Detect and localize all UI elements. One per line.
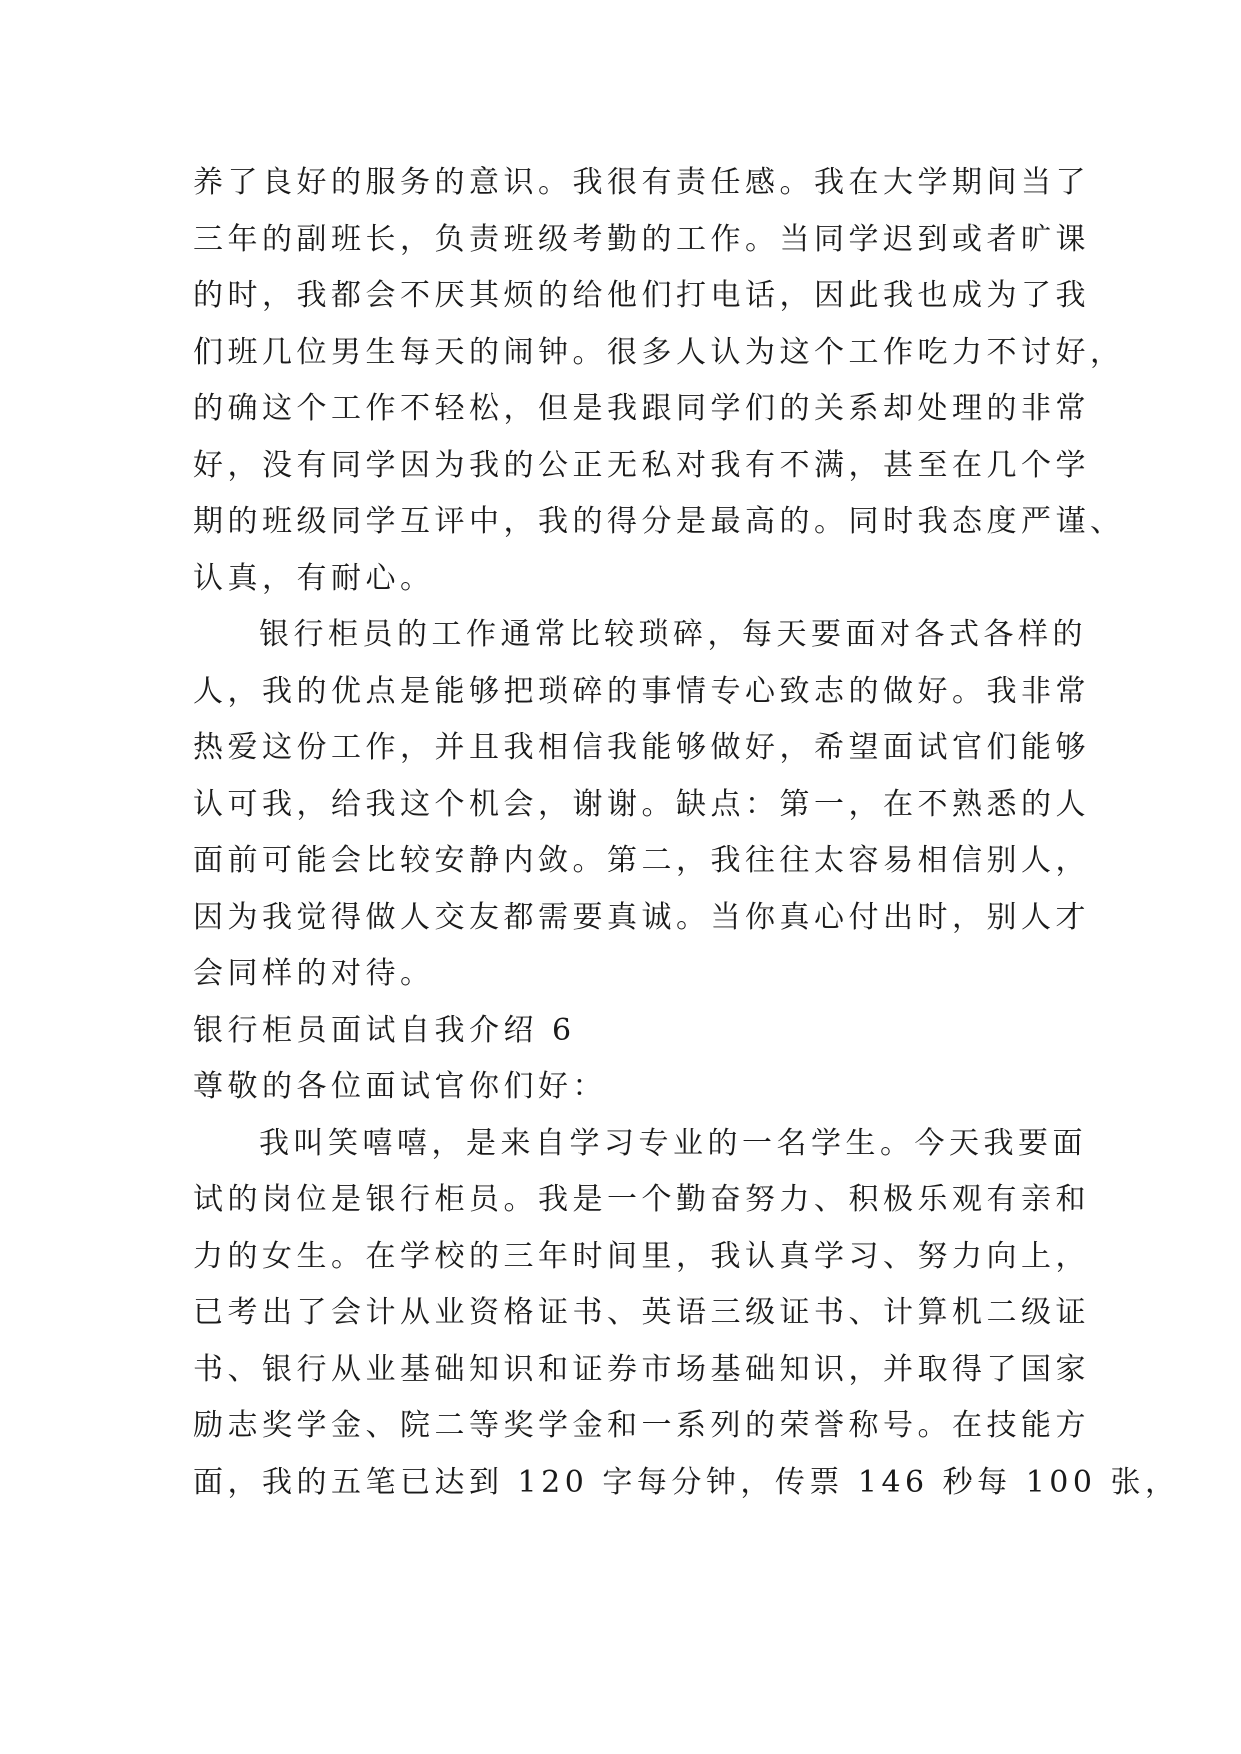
paragraph-strengths-weaknesses xyxy=(193,607,1090,1003)
text-line: 试的岗位是银行柜员。我是一个勤奋努力、积极乐观有亲和 xyxy=(193,1182,1090,1217)
document-page xyxy=(193,155,1180,1511)
text-line: 认真，有耐心。 xyxy=(193,560,435,596)
text-line: 养了良好的服务的意识。我很有责任感。我在大学期间当了 xyxy=(193,165,1090,200)
text-line: 们班几位男生每天的闹钟。很多人认为这个工作吃力不讨好， xyxy=(193,334,1125,370)
text-line: 已考出了会计从业资格证书、英语三级证书、计算机二级证 xyxy=(193,1295,1090,1330)
salutation: 尊敬的各位面试官你们好： xyxy=(193,1069,607,1104)
text-line: 期的班级同学互评中，我的得分是最高的。同时我态度严谨、 xyxy=(193,504,1125,539)
text-line: 会同样的对待。 xyxy=(193,956,435,991)
text-line: 认可我，给我这个机会，谢谢。缺点：第一，在不熟悉的人 xyxy=(193,786,1090,822)
text-line: 面，我的五笔已达到 120 字每分钟，传票 146 秒每 100 张， xyxy=(193,1464,1180,1500)
text-line: 书、银行从业基础知识和证券市场基础知识，并取得了国家 xyxy=(193,1351,1090,1387)
text-line: 人，我的优点是能够把琐碎的事情专心致志的做好。我非常 xyxy=(193,673,1090,709)
text-line: 因为我觉得做人交友都需要真诚。当你真心付出时，别人才 xyxy=(193,899,1090,935)
text-line: 三年的副班长，负责班级考勤的工作。当同学迟到或者旷课 xyxy=(193,221,1090,257)
paragraph-responsibility xyxy=(193,155,1125,607)
text-line: 好，没有同学因为我的公正无私对我有不满，甚至在几个学 xyxy=(193,447,1090,483)
text-line: 我叫笑嘻嘻，是来自学习专业的一名学生。今天我要面 xyxy=(259,1125,1087,1161)
text-line: 的确这个工作不轻松，但是我跟同学们的关系却处理的非常 xyxy=(193,391,1090,426)
text-line: 励志奖学金、院二等奖学金和一系列的荣誉称号。在技能方 xyxy=(193,1408,1090,1443)
text-line: 热爱这份工作，并且我相信我能够做好，希望面试官们能够 xyxy=(193,730,1090,765)
text-line: 力的女生。在学校的三年时间里，我认真学习、努力向上， xyxy=(193,1238,1090,1274)
text-line: 银行柜员的工作通常比较琐碎，每天要面对各式各样的 xyxy=(259,617,1087,652)
text-line: 的时，我都会不厌其烦的给他们打电话，因此我也成为了我 xyxy=(193,278,1090,313)
paragraph-self-introduction xyxy=(193,1116,1180,1512)
text-line: 面前可能会比较安静内敛。第二，我往往太容易相信别人， xyxy=(193,843,1090,878)
section-heading: 银行柜员面试自我介绍 6 xyxy=(193,1012,576,1048)
